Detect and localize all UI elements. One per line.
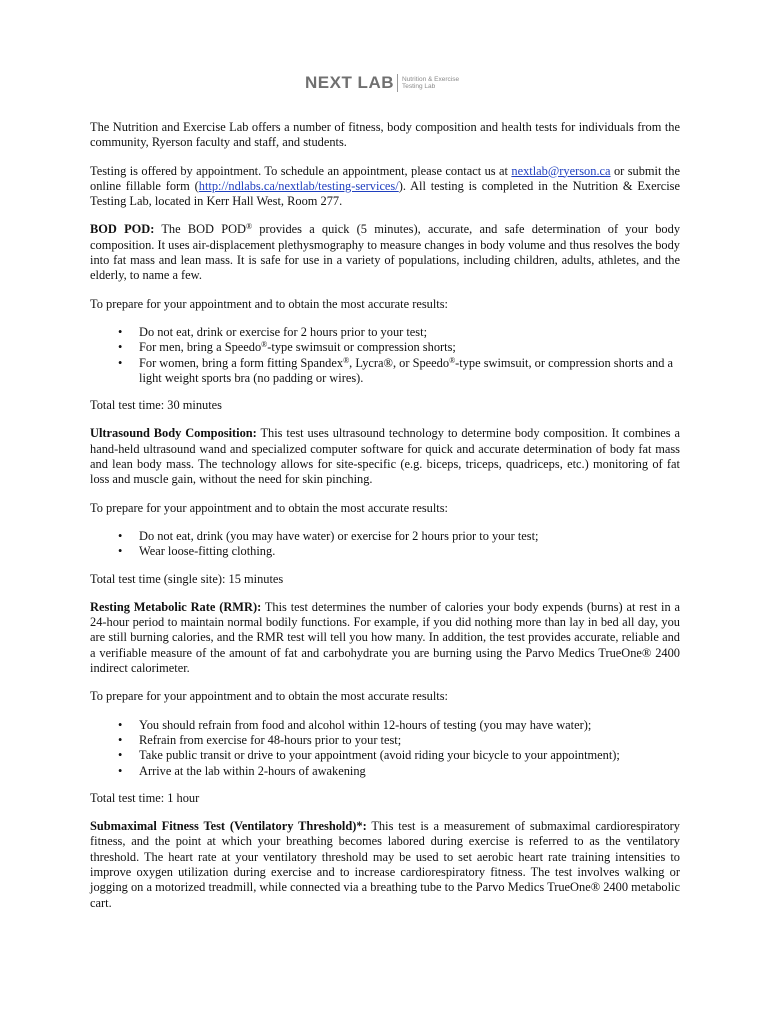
- logo-subtitle-line2: Testing Lab: [402, 83, 436, 90]
- ultrasound-total-time: Total test time (single site): 15 minutes: [90, 571, 284, 586]
- submax-heading: Submaximal Fitness Test (Ventilatory Threshold)*:: [90, 819, 367, 834]
- rmr-heading: Resting Metabolic Rate (RMR):: [90, 599, 262, 614]
- bodpod-prep-text: To prepare for your appointment and to obtain the most accurate results:: [90, 296, 449, 311]
- bullet-text: -type swimsuit or compression shorts;: [267, 340, 456, 355]
- logo-subtitle: [402, 76, 459, 91]
- rmr-total-time: Total test time: 1 hour: [90, 790, 200, 805]
- list-item: • Wear loose-fitting clothing.: [139, 544, 680, 559]
- bodpod-paragraph: [90, 222, 680, 283]
- bodpod-heading: BOD POD:: [90, 222, 155, 237]
- list-item: • Do not eat, drink (you may have water) or exercise for 2 hours prior to your test;: [139, 529, 680, 544]
- rmr-prep-list: [90, 718, 680, 779]
- ultrasound-paragraph: [90, 426, 680, 487]
- list-item: • Take public transit or drive to your appointment (avoid riding your bicycle to your appointment);: [139, 748, 680, 763]
- bodpod-text-b: provides a quick (5 minutes), accurate, and safe determination of your body composition. It uses air-displacement plethysmography to measure changes in body volume and thus resolves the body into fat mass and lean mass. It is safe for use in a variety of populations, including children, adults, athletes, and the elderly, to name a few.: [90, 222, 681, 283]
- ultrasound-heading: Ultrasound Body Composition:: [90, 426, 257, 441]
- list-item: [139, 356, 680, 387]
- ultrasound-prep-list: [90, 529, 680, 560]
- bullet-text: , Lycra®, or Speedo: [349, 355, 450, 370]
- registered-mark: ®: [449, 355, 456, 365]
- ultrasound-prep-text: To prepare for your appointment and to obtain the most accurate results:: [90, 500, 449, 515]
- booking-paragraph: [90, 164, 680, 210]
- bullet-text: -type swimsuit, or compression shorts and a light weight sports bra (no padding or wires).: [139, 355, 673, 385]
- bullet-text: For men, bring a Speedo: [139, 340, 262, 355]
- bodpod-prep-list: [90, 325, 680, 386]
- booking-text-2: or submit the online fillable form (: [90, 163, 680, 193]
- email-link[interactable]: nextlab@ryerson.ca: [511, 163, 611, 178]
- ultrasound-text: This test uses ultrasound technology to determine body composition. It combines a hand-held ultrasound wand and specialized computer software for quick and accurate determination of body fat mass and lean body mass. The technology allows for site-specific (e.g. biceps, triceps, quadriceps, etc.) monitoring of fat loss and muscle gain, without the need for skin pinching.: [90, 426, 680, 487]
- testing-services-link[interactable]: http://ndlabs.ca/nextlab/testing-services/: [198, 178, 399, 193]
- rmr-prep-text: To prepare for your appointment and to obtain the most accurate results:: [90, 689, 449, 704]
- registered-mark: ®: [343, 355, 350, 365]
- rmr-text: This test determines the number of calories your body expends (burns) at rest in a 24-hour period to maintain normal bodily functions. For example, if you did nothing more than lay in bed all day, you are still burning calories, and the RMR test will tell you how many. In addition, the test provides accurate, reliable and a verifiable measure of the amount of fat and carbohydrate you are burning using the Parvo Medics TrueOne® 2400 indirect calorimeter.: [90, 599, 680, 676]
- intro-paragraph: The Nutrition and Exercise Lab offers a number of fitness, body composition and health tests for individuals from the community, Ryerson faculty and staff, and students.: [90, 120, 680, 150]
- rmr-paragraph: [90, 600, 680, 676]
- logo-subtitle-line1: Nutrition & Exercise: [402, 75, 460, 83]
- booking-text-1: Testing is offered by appointment. To schedule an appointment, please contact us at: [90, 163, 512, 178]
- logo-wordmark: NEXT LAB: [305, 73, 394, 93]
- next-lab-logo: [305, 72, 459, 94]
- bodpod-text-a: The BOD POD: [154, 222, 247, 237]
- list-item: • You should refrain from food and alcohol within 12-hours of testing (you may have water);: [139, 718, 680, 733]
- bodpod-total-time: Total test time: 30 minutes: [90, 398, 222, 413]
- list-item: • Do not eat, drink or exercise for 2 hours prior to your test;: [139, 325, 680, 340]
- list-item: [139, 340, 680, 355]
- bullet-text: For women, bring a form fitting Spandex: [139, 355, 344, 370]
- booking-text-3: ). All testing is completed in the Nutrition & Exercise Testing Lab, located in Kerr Hall West, Room 277.: [90, 178, 680, 209]
- list-item: • Refrain from exercise for 48-hours prior to your test;: [139, 733, 680, 748]
- submax-paragraph: [90, 819, 680, 911]
- logo-divider: [397, 74, 398, 92]
- registered-mark: ®: [261, 340, 268, 350]
- list-item: • Arrive at the lab within 2-hours of awakening: [139, 764, 680, 779]
- submax-text: This test is a measurement of submaximal cardiorespiratory fitness, and the point at which your breathing becomes labored during exercise is referred to as the ventilatory threshold. The heart rate at your ventilatory threshold may be used to set aerobic heart rate training intensities to improve oxygen utilization during exercise and to increase cardiorespiratory fitness. The test involves walking or jogging on a motorized treadmill, while connected via a breathing tube to the Parvo Medics TrueOne® 2400 metabolic cart.: [90, 819, 680, 910]
- document-body: [90, 120, 680, 924]
- registered-mark: ®: [246, 222, 253, 232]
